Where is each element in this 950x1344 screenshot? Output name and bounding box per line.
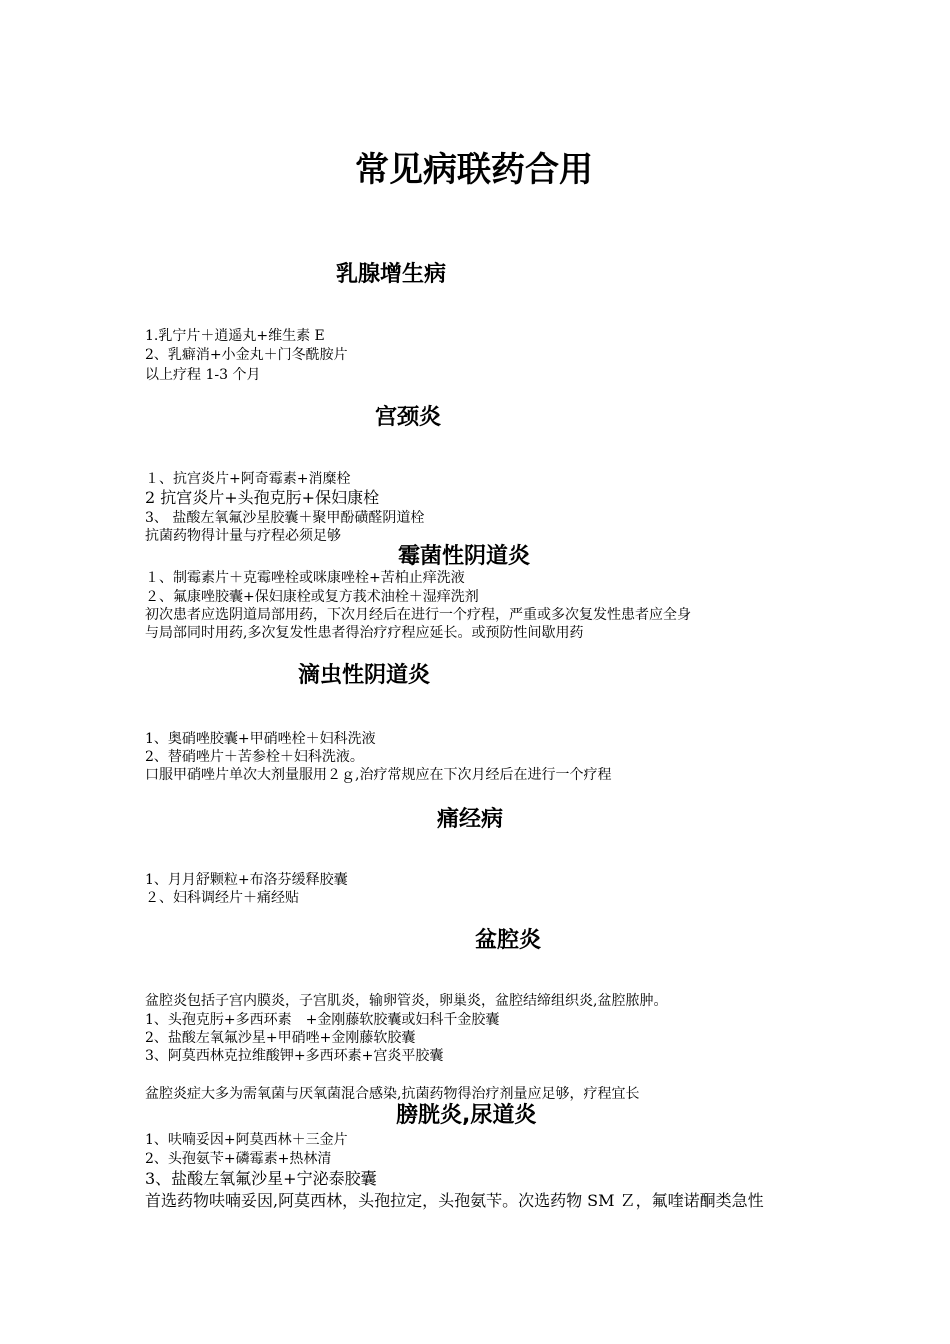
text-line: 盆腔炎症大多为需氧菌与厌氧菌混合感染,抗菌药物得治疗剂量应足够，疗程宜长 (145, 1086, 640, 1102)
text-line: ２、氟康唑胶囊+保妇康栓或复方莪术油栓＋湿痒洗剂 (145, 589, 479, 605)
text-line: １、制霉素片＋克霉唑栓或咪康唑栓+苦柏止痒洗液 (145, 570, 465, 586)
section-heading: 盆腔炎 (475, 928, 542, 953)
text-line: 1、奥硝唑胶囊+甲硝唑栓＋妇科洗液 (145, 731, 376, 747)
section-heading: 膀胱炎,尿道炎 (396, 1103, 537, 1128)
text-line: 盆腔炎包括子宫内膜炎，子宫肌炎，输卵管炎，卵巢炎，盆腔结缔组织炎,盆腔脓肿。 (145, 993, 668, 1009)
text-line: 2、替硝唑片＋苦参栓＋妇科洗液。 (145, 749, 364, 765)
text-line: 3、盐酸左氧氟沙星+宁泌泰胶囊 (145, 1169, 377, 1188)
text-line: 2、乳癖消+小金丸＋门冬酰胺片 (145, 347, 348, 363)
page-title: 常见病联药合用 (355, 150, 593, 190)
text-line: 初次患者应选阴道局部用药，下次月经后在进行一个疗程，严重或多次复发性患者应全身 (145, 607, 691, 623)
text-line: 抗菌药物得计量与疗程必须足够 (145, 528, 341, 544)
section-heading: 滴虫性阴道炎 (298, 663, 431, 688)
text-line: 3、阿莫西林克拉维酸钾+多西环素+宫炎平胶囊 (145, 1048, 444, 1064)
section-heading: 乳腺增生病 (336, 262, 447, 287)
text-line: ２、妇科调经片＋痛经贴 (145, 890, 299, 906)
section-heading: 宫颈炎 (375, 405, 442, 430)
text-line: 1、月月舒颗粒+布洛芬缓释胶囊 (145, 872, 348, 888)
section-heading: 霉菌性阴道炎 (398, 544, 531, 569)
text-line: １、抗宫炎片+阿奇霉素+消糜栓 (145, 471, 351, 487)
text-line: 与局部同时用药,多次复发性患者得治疗疗程应延长。或预防性间歇用药 (145, 625, 584, 641)
text-line: 3、 盐酸左氧氟沙星胶囊＋聚甲酚磺醛阴道栓 (145, 510, 425, 526)
text-line: 以上疗程 1-3 个月 (145, 367, 261, 383)
text-line: 1、头孢克肟+多西环素 +金刚藤软胶囊或妇科千金胶囊 (145, 1012, 500, 1028)
text-line: 1.乳宁片＋逍遥丸+维生素 E (145, 328, 325, 344)
text-line: 口服甲硝唑片单次大剂量服用２ｇ,治疗常规应在下次月经后在进行一个疗程 (145, 767, 612, 783)
text-line: 1、呋喃妥因+阿莫西林＋三金片 (145, 1132, 348, 1148)
text-line: 2、头孢氨苄+磷霉素+热林清 (145, 1151, 332, 1167)
section-heading: 痛经病 (437, 807, 504, 832)
text-line: 2 抗宫炎片+头孢克肟+保妇康栓 (145, 488, 380, 507)
text-line: 首选药物呋喃妥因,阿莫西林，头孢拉定，头孢氨苄。次选药物 SM Ｚ，氟喹诺酮类急性 (145, 1191, 764, 1210)
text-line: 2、盐酸左氧氟沙星+甲硝唑+金刚藤软胶囊 (145, 1030, 416, 1046)
